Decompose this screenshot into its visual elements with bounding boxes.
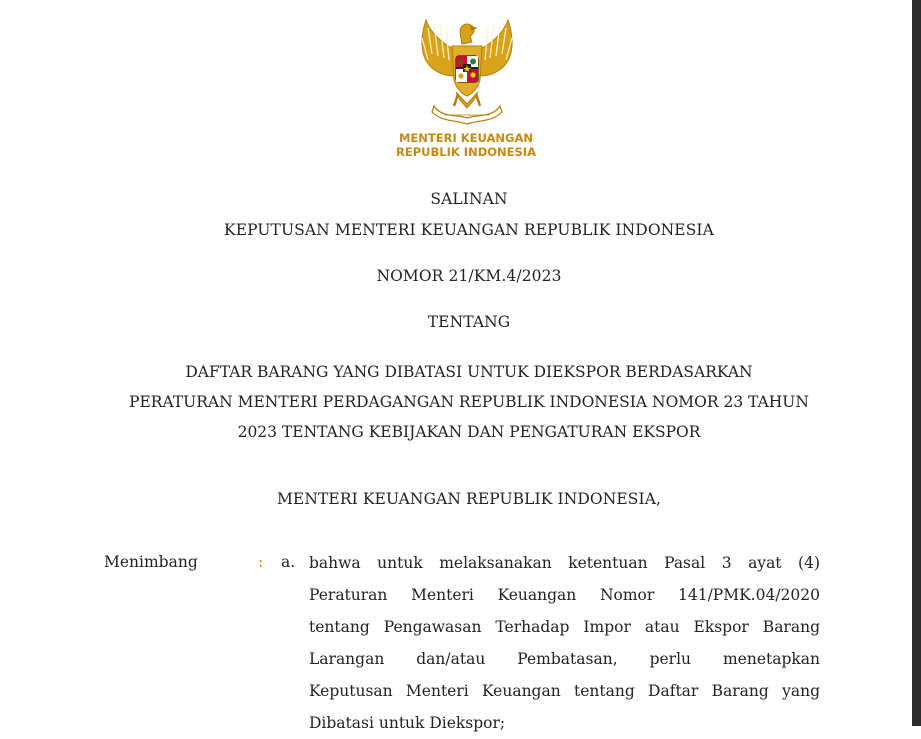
considering-colon: : [258, 553, 264, 571]
paragraph-line: Larangan dan/atau Pembatasan, perlu menetapkan [309, 650, 820, 668]
issuer-line-1: MENTERI KEUANGAN [398, 131, 533, 145]
considering-paragraph [309, 547, 820, 739]
subject-line: 2023 TENTANG KEBIJAKAN DAN PENGATURAN EKSPOR [237, 423, 701, 441]
decree-subject [60, 357, 878, 447]
paragraph-line: Keputusan Menteri Keuangan tentang Daftar Barang yang [309, 682, 820, 700]
considering-label: Menimbang [104, 553, 198, 571]
item-marker: a. [281, 553, 296, 571]
paragraph-line: tentang Pengawasan Terhadap Impor atau Ekspor Barang [309, 618, 820, 636]
paragraph-line: Peraturan Menteri Keuangan Nomor 141/PMK.04/2020 [309, 586, 820, 604]
subject-line: PERATURAN MENTERI PERDAGANGAN REPUBLIK INDONESIA NOMOR 23 TAHUN [129, 393, 809, 411]
garuda-pancasila-emblem-icon [412, 14, 522, 126]
decree-type: KEPUTUSAN MENTERI KEUANGAN REPUBLIK INDONESIA [224, 221, 714, 239]
decree-number: NOMOR 21/KM.4/2023 [376, 267, 562, 285]
issuer-line-2: REPUBLIK INDONESIA [396, 145, 536, 159]
paragraph-line: Dibatasi untuk Diekspor; [309, 714, 506, 732]
about-label: TENTANG [427, 313, 511, 331]
scrollbar-edge [912, 0, 921, 726]
paragraph-line: bahwa untuk melaksanakan ketentuan Pasal 3 ayat (4) [309, 554, 820, 572]
copy-label: SALINAN [430, 190, 508, 208]
enacting-authority: MENTERI KEUANGAN REPUBLIK INDONESIA, [276, 490, 662, 508]
subject-line: DAFTAR BARANG YANG DIBATASI UNTUK DIEKSPOR BERDASARKAN [185, 363, 753, 381]
